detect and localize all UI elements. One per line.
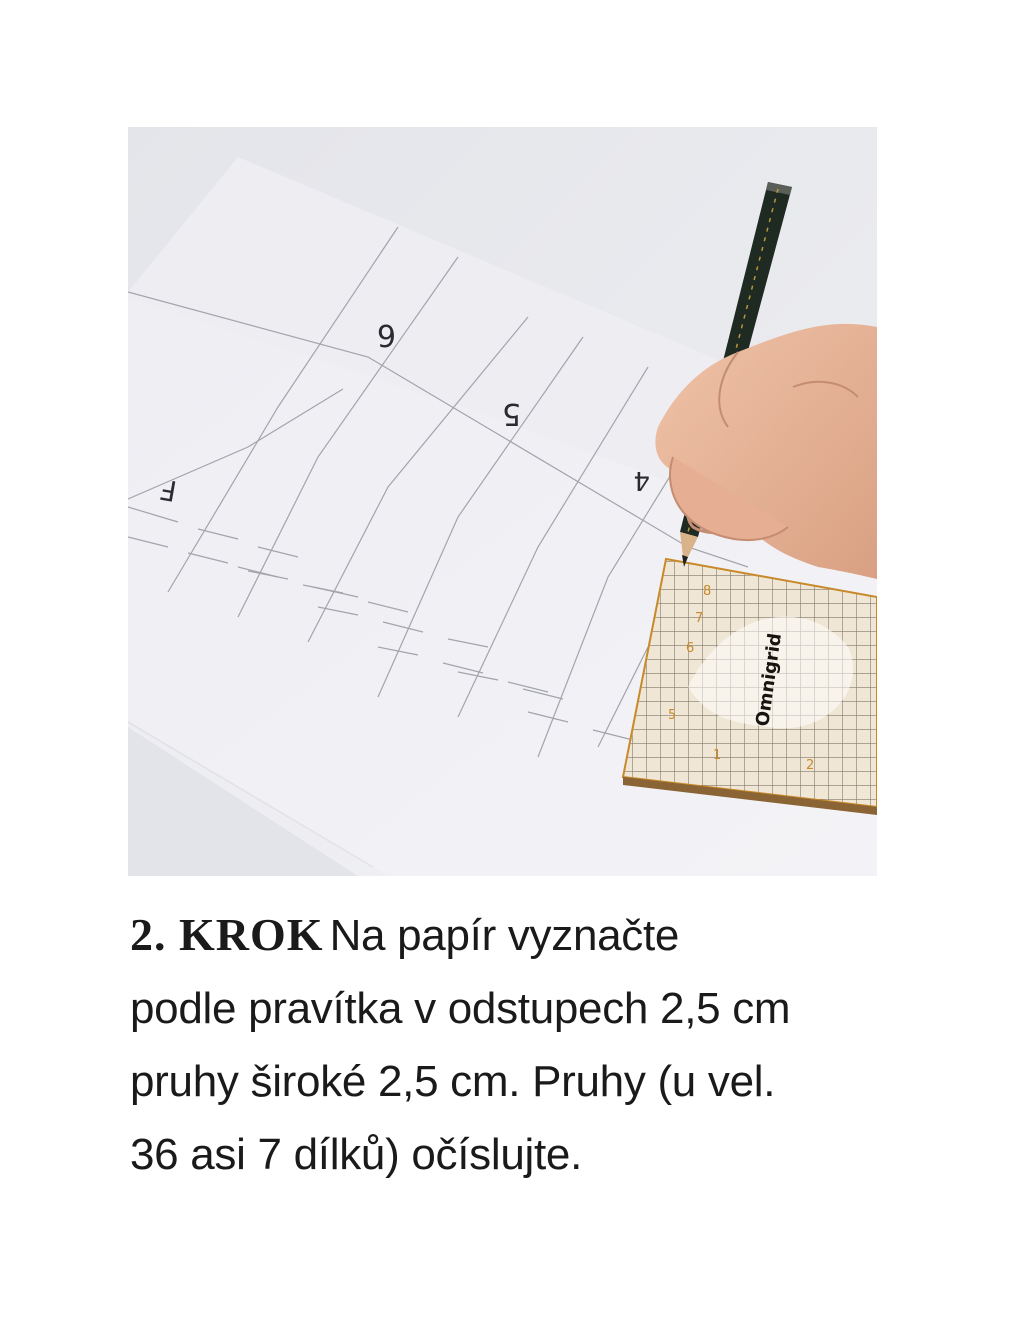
caption-line-4: 36 asi 7 dílků) očíslujte. (130, 1130, 582, 1179)
paper-number-5: 5 (501, 396, 521, 431)
ruler-number-5: 5 (668, 708, 677, 723)
ruler-number-7: 7 (695, 611, 704, 626)
paper-number-6: 6 (376, 317, 396, 352)
ruler-number-6: 6 (686, 641, 695, 656)
quilting-ruler (623, 559, 877, 815)
step-label: 2. KROK (130, 909, 324, 960)
ruler-number-8: 8 (703, 584, 712, 599)
paper-number-4: 4 (633, 465, 650, 495)
caption-text-1: Na papír vyznačte (329, 911, 680, 960)
caption-line-1 (130, 898, 930, 972)
caption-line-3: pruhy široké 2,5 cm. Pruhy (u vel. (130, 1057, 776, 1106)
ruler-number-2: 2 (806, 758, 815, 773)
instruction-photo (128, 127, 877, 876)
paper-number-f: F (157, 472, 180, 508)
instruction-caption (130, 898, 930, 1191)
ruler-number-1: 1 (713, 748, 722, 763)
ruler-brand-label: Omnigrid (752, 631, 787, 728)
caption-line-2: podle pravítka v odstupech 2,5 cm (130, 984, 791, 1033)
